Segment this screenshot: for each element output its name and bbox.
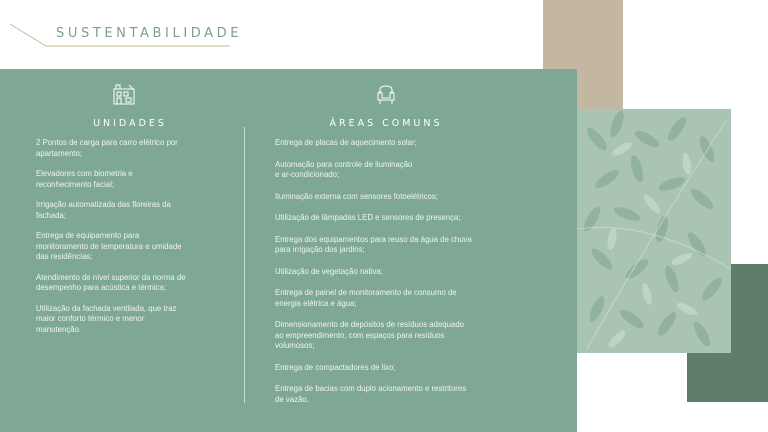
areas-comuns-heading: ÁREAS COMUNS (329, 118, 443, 129)
list-item: Automação para controle de iluminação e ar-condicionado; (275, 159, 413, 179)
list-item: Dimensionamento de depósitos de resíduos adequado ao empreendimento, com espaços para resíduos volumosos; (275, 320, 464, 350)
armchair-icon (375, 84, 397, 106)
building-icon (112, 84, 136, 106)
list-item: Entrega de equipamento para monitoramento de temperatura e umidade das residências; (36, 231, 182, 261)
list-item: Utilização da fachada ventilada, que traz maior conforto térmico e menor manutenção. (36, 303, 177, 334)
list-item: Entrega dos equipamentos para reuso da água de chuva para irrigação dos jardins; (275, 234, 472, 254)
list-item: Entrega de bacias com duplo acionamento e restritores de vazão. (275, 384, 467, 404)
list-item: Entrega de placas de aquecimento solar; (275, 138, 417, 147)
page-title: SUSTENTABILIDADE (56, 26, 243, 41)
list-item: Irrigação automatizada das floreiras da fachada; (36, 200, 171, 220)
list-item: Elevadores com biometria e reconhecimento facial; (36, 169, 133, 189)
list-item: Utilização de lâmpadas LED e sensores de presença; (275, 213, 461, 222)
unidades-list (36, 138, 236, 345)
leaves-photo (577, 109, 731, 353)
list-item: Atendimento de nível superior da norma de desempenho para acústica e térmica; (36, 272, 186, 292)
unidades-heading: UNIDADES (93, 118, 167, 129)
list-item: Entrega de compactadores de lixo; (275, 362, 396, 372)
list-item: Iluminação externa com sensores fotoelétricos; (275, 191, 438, 201)
list-item: Entrega de painel de monitoramento de consumo de energia elétrica e água; (275, 288, 457, 308)
column-divider (244, 127, 245, 403)
areas-comuns-list (275, 138, 535, 416)
list-item: 2 Pontos de carga para carro elétrico por apartamento; (36, 138, 178, 158)
list-item: Utilização de vegetação nativa; (275, 266, 383, 276)
